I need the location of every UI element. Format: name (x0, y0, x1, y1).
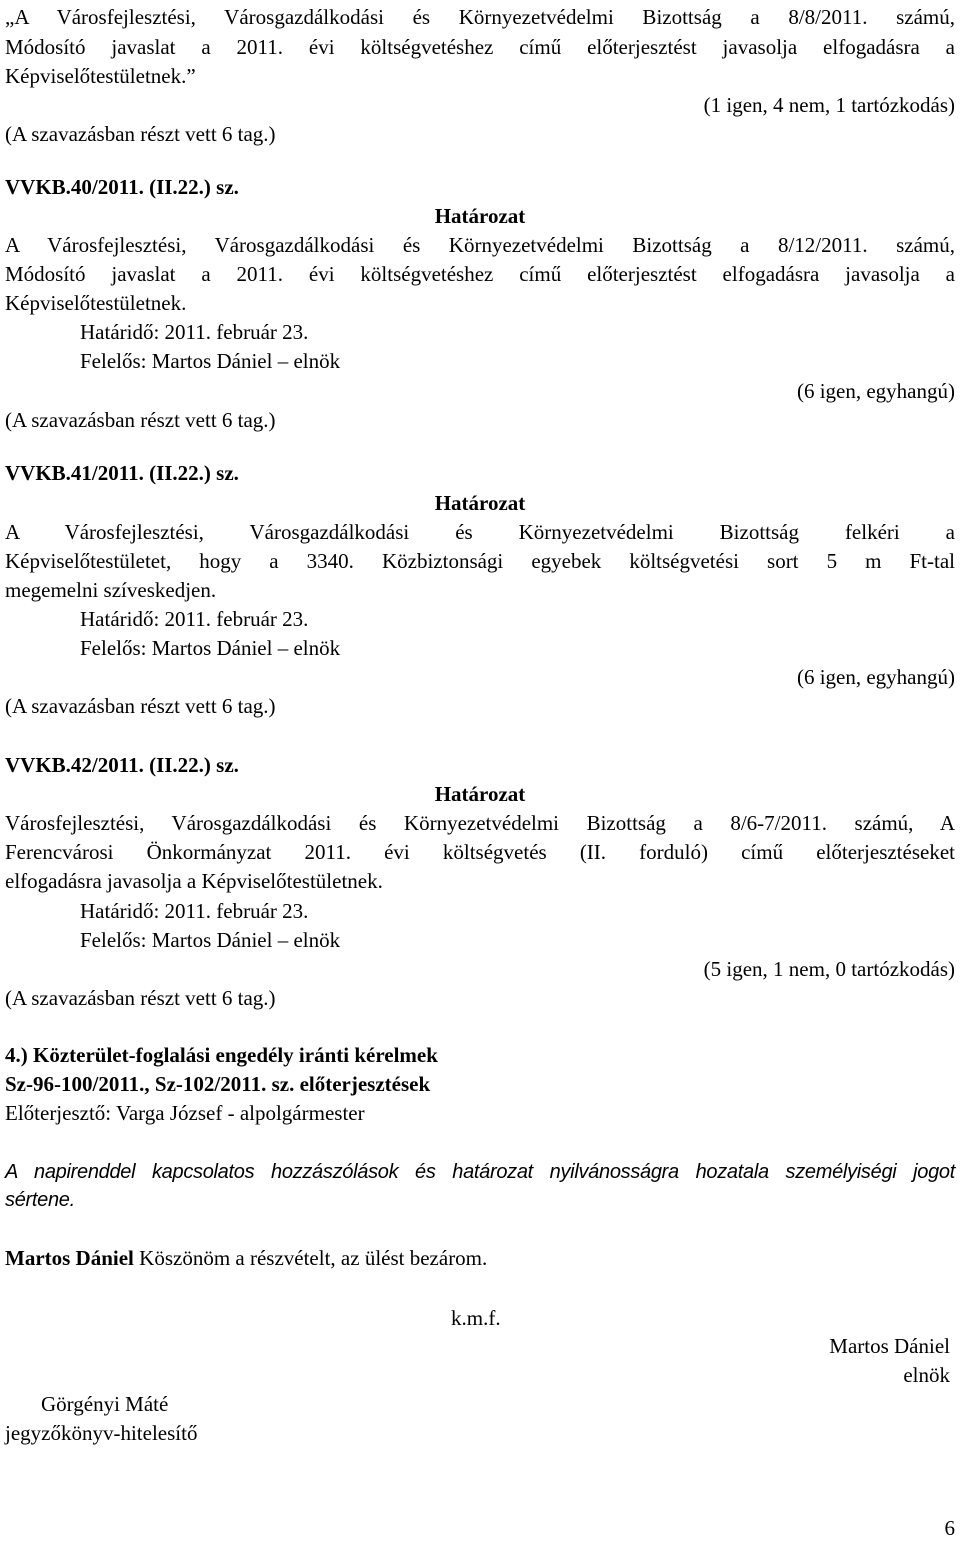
resolution-responsible: Felelős: Martos Dániel – elnök (80, 349, 341, 373)
resolution-id: VVKB.41/2011. (II.22.) sz. (5, 461, 239, 485)
resolution-deadline: Határidő: 2011. február 23. (80, 320, 309, 344)
resolution-text-line-1: Városfejlesztési, Városgazdálkodási és Környezetvédelmi Bizottság a 8/6-7/2011. számú, A (5, 811, 955, 835)
prev-resolution-line-2: Módosító javaslat a 2011. évi költségvetéshez című előterjesztést javasolja elfogadásra a (5, 35, 955, 59)
kmf-mark: k.m.f. (451, 1306, 501, 1330)
closing-text: Köszönöm a részvételt, az ülést bezárom. (133, 1246, 488, 1270)
agenda-item-subtitle: Sz-96-100/2011., Sz-102/2011. sz. előterjesztések (5, 1072, 431, 1096)
resolution-responsible: Felelős: Martos Dániel – elnök (80, 928, 341, 952)
resolution-text-line-1: A Városfejlesztési, Városgazdálkodási és Környezetvédelmi Bizottság felkéri a (5, 520, 955, 544)
resolution-vote-result: (6 igen, egyhangú) (796, 379, 955, 403)
authenticator-name: Görgényi Máté (41, 1392, 169, 1416)
resolution-deadline: Határidő: 2011. február 23. (80, 607, 309, 631)
resolution-vote-result: (5 igen, 1 nem, 0 tartózkodás) (703, 957, 955, 981)
chair-name: Martos Dániel (829, 1334, 950, 1358)
resolution-text-line-2: Módosító javaslat a 2011. évi költségvetéshez című előterjesztést elfogadásra javasolja a (5, 262, 955, 286)
agenda-item-title: 4.) Közterület-foglalási engedély iránti kérelmek (5, 1043, 438, 1067)
prev-vote-result: (1 igen, 4 nem, 1 tartózkodás) (703, 93, 955, 117)
resolution-vote-result: (6 igen, egyhangú) (796, 665, 955, 689)
prev-resolution-line-3: Képviselőtestületnek.” (5, 64, 196, 88)
prev-resolution-line-1: „A Városfejlesztési, Városgazdálkodási és Környezetvédelmi Bizottság a 8/8/2011. számú, (5, 5, 955, 29)
resolution-id: VVKB.42/2011. (II.22.) sz. (5, 753, 239, 777)
resolution-text-line-2: Ferencvárosi Önkormányzat 2011. évi költségvetés (II. forduló) című előterjesztéseket (5, 840, 955, 864)
resolution-deadline: Határidő: 2011. február 23. (80, 899, 309, 923)
resolution-participants: (A szavazásban részt vett 6 tag.) (5, 408, 276, 432)
privacy-notice-line-2: sértene. (5, 1189, 75, 1211)
privacy-notice-line-1: A napirenddel kapcsolatos hozzászólások és határozat nyilvánosságra hozatala személyiségi jogot (5, 1161, 955, 1183)
closing-statement (5, 1244, 955, 1273)
resolution-heading: Határozat (434, 204, 526, 228)
resolution-participants: (A szavazásban részt vett 6 tag.) (5, 694, 276, 718)
page-number: 6 (944, 1516, 955, 1540)
resolution-text-line-2: Képviselőtestületet, hogy a 3340. Közbiztonsági egyebek költségvetési sort 5 m Ft-tal (5, 549, 955, 573)
authenticator-title: jegyzőkönyv-hitelesítő (5, 1421, 198, 1445)
prev-participants: (A szavazásban részt vett 6 tag.) (5, 122, 276, 146)
resolution-text-line-1: A Városfejlesztési, Városgazdálkodási és Környezetvédelmi Bizottság a 8/12/2011. számú, (5, 233, 955, 257)
chair-title: elnök (903, 1363, 950, 1387)
resolution-heading: Határozat (434, 491, 526, 515)
resolution-responsible: Felelős: Martos Dániel – elnök (80, 636, 341, 660)
resolution-text-line-3: megemelni szíveskedjen. (5, 578, 217, 602)
resolution-text-line-3: elfogadásra javasolja a Képviselőtestületnek. (5, 869, 383, 893)
resolution-id: VVKB.40/2011. (II.22.) sz. (5, 175, 239, 199)
resolution-text-line-3: Képviselőtestületnek. (5, 291, 187, 315)
resolution-heading: Határozat (434, 782, 526, 806)
closing-speaker: Martos Dániel (5, 1246, 134, 1270)
resolution-participants: (A szavazásban részt vett 6 tag.) (5, 986, 276, 1010)
agenda-item-presenter: Előterjesztő: Varga József - alpolgármester (5, 1101, 365, 1125)
